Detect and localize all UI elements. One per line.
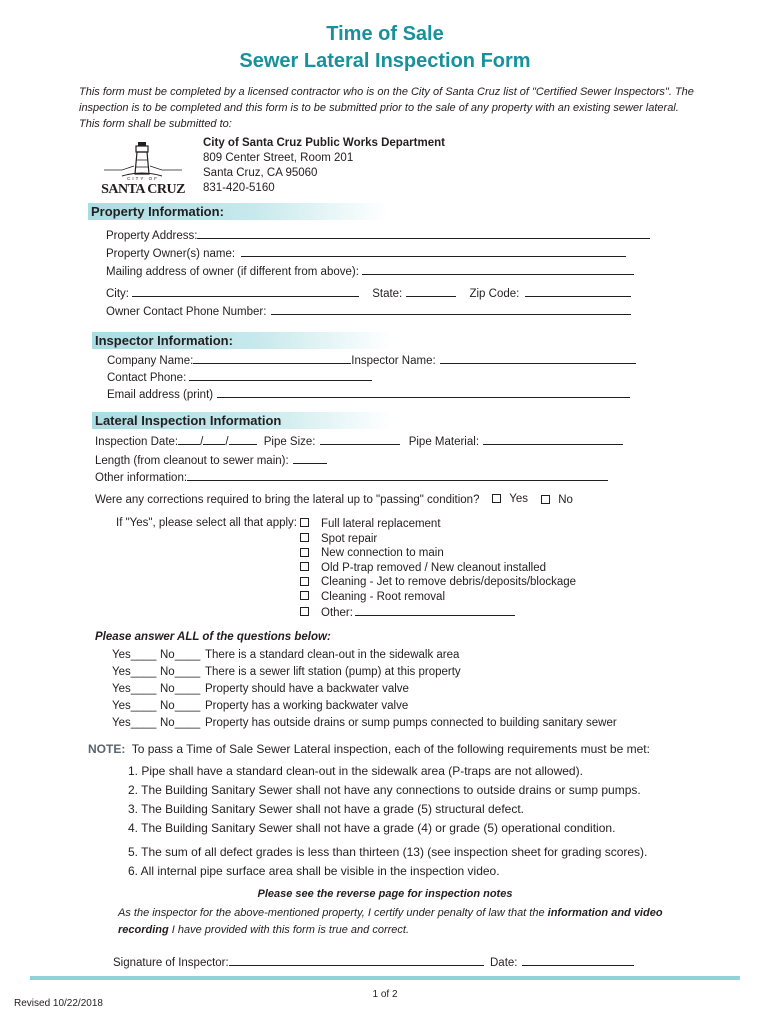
- question-row: [112, 647, 617, 664]
- option-other: [300, 605, 576, 620]
- corrections-question: Were any corrections required to bring the lateral up to "passing" condition?: [95, 494, 480, 506]
- question-text: There is a sewer lift station (pump) at this property: [205, 666, 461, 678]
- address-city: Santa Cruz, CA 95060: [203, 167, 318, 179]
- lateral-heading: Lateral Inspection Information: [95, 413, 282, 428]
- other-info-row: [95, 470, 608, 485]
- question-yes[interactable]: Yes____: [112, 700, 157, 712]
- question-text: Property has a working backwater valve: [205, 700, 409, 712]
- other-info-label: Other information:: [95, 472, 188, 484]
- corrections-yes-checkbox[interactable]: [492, 494, 501, 503]
- note-label: NOTE:: [88, 742, 126, 756]
- question-text: There is a standard clean-out in the sidewalk area: [205, 649, 460, 661]
- state-field[interactable]: [406, 286, 456, 297]
- property-address-field[interactable]: [197, 228, 650, 239]
- question-yes[interactable]: Yes____: [112, 649, 157, 661]
- inspector-name-field[interactable]: [440, 353, 636, 364]
- option-cleaning-root: [300, 590, 576, 605]
- inspector-section-header: [92, 332, 392, 349]
- state-label: State:: [372, 288, 403, 300]
- question-no[interactable]: No____: [160, 649, 201, 661]
- option-checkbox[interactable]: [300, 533, 309, 542]
- signature-date-field[interactable]: [522, 955, 634, 966]
- requirement-item: 1. Pipe shall have a standard clean-out in the sidewalk area (P-traps are not allowed).: [128, 764, 583, 778]
- pipe-material-label: Pipe Material:: [408, 436, 480, 448]
- footer-divider: [30, 976, 740, 980]
- property-owner-label: Property Owner(s) name:: [106, 248, 236, 260]
- inspector-heading: Inspector Information:: [95, 333, 233, 348]
- question-row: [112, 664, 617, 681]
- inspection-date-row: Inspection Date: / / Pipe Size: Pipe Material:: [95, 434, 623, 449]
- option-label: Cleaning - Root removal: [321, 590, 446, 603]
- owner-contact-field[interactable]: [271, 304, 631, 315]
- corrections-yes-label: Yes: [509, 493, 528, 505]
- question-row: [112, 681, 617, 698]
- contact-phone-row: [107, 370, 372, 385]
- contact-phone-label: Contact Phone:: [107, 372, 187, 384]
- logo-small-text: CITY OF: [127, 176, 159, 181]
- corrections-options: [300, 517, 576, 619]
- option-label: Full lateral replacement: [321, 518, 441, 530]
- requirement-item: 5. The sum of all defect grades is less than thirteen (13) (see inspection sheet for grading scores).: [128, 845, 648, 859]
- zip-field[interactable]: [525, 286, 631, 297]
- address-phone: 831-420-5160: [203, 182, 275, 194]
- pipe-material-field[interactable]: [483, 434, 623, 445]
- form-title-line2: Sewer Lateral Inspection Form: [239, 50, 531, 72]
- city-state-zip-row: [106, 286, 631, 301]
- property-address-row: [106, 228, 650, 243]
- signature-label: Signature of Inspector:: [113, 957, 229, 969]
- question-no[interactable]: No____: [160, 717, 201, 729]
- logo-name: SANTA CRUZ: [101, 182, 185, 197]
- company-label: Company Name:: [107, 355, 194, 367]
- option-other-field[interactable]: [355, 605, 515, 616]
- certify-pre: As the inspector for the above-mentioned property, I certify under penalty of law that the: [118, 907, 548, 919]
- option-checkbox[interactable]: [300, 591, 309, 600]
- email-label: Email address (print): [107, 389, 214, 401]
- lateral-section-header: [92, 412, 392, 429]
- length-field[interactable]: [293, 453, 327, 464]
- option-label: Old P-trap removed / New cleanout installed: [321, 561, 546, 574]
- note-row: [88, 742, 650, 756]
- company-field[interactable]: [193, 353, 351, 364]
- property-section-header: [88, 203, 388, 220]
- question-row: [112, 698, 617, 715]
- inspector-name-label: Inspector Name:: [351, 355, 436, 367]
- date-row: [490, 955, 634, 970]
- email-row: [107, 387, 630, 402]
- questions-heading: Please answer ALL of the questions below:: [95, 631, 331, 643]
- requirement-item: 3. The Building Sanitary Sewer shall not have a grade (5) structural defect.: [128, 802, 524, 816]
- questions-list: [112, 647, 617, 732]
- option-spot-repair: [300, 532, 576, 547]
- requirement-item: 4. The Building Sanitary Sewer shall not have a grade (4) or grade (5) operational condition.: [128, 821, 616, 835]
- page-number: 1 of 2: [372, 989, 398, 1000]
- option-label: New connection to main: [321, 547, 444, 560]
- signature-row: [113, 955, 484, 970]
- option-cleaning-jet: [300, 575, 576, 590]
- length-label: Length (from cleanout to sewer main):: [95, 455, 289, 467]
- signature-field[interactable]: [229, 955, 484, 966]
- signature-date-label: Date:: [490, 957, 518, 969]
- property-owner-row: [106, 246, 626, 261]
- other-info-field[interactable]: [187, 470, 608, 481]
- pipe-size-label: Pipe Size:: [263, 436, 316, 448]
- option-label: Spot repair: [321, 532, 378, 545]
- intro-text: This form must be completed by a licensed contractor who is on the City of Santa Cruz list of "Certified Sewer Inspectors". The inspection is to be completed and this form is to be submitted prior to the sale of any property with an existing sewer lateral. This form shall be submitted to:: [79, 86, 694, 130]
- corrections-no-label: No: [558, 494, 573, 506]
- owner-contact-label: Owner Contact Phone Number:: [106, 306, 267, 318]
- company-row: [107, 353, 636, 368]
- address-block: [203, 136, 445, 196]
- date-month-field[interactable]: [178, 434, 200, 445]
- reverse-page-note: Please see the reverse page for inspection notes: [257, 888, 513, 900]
- option-checkbox[interactable]: [300, 577, 309, 586]
- property-heading: Property Information:: [91, 204, 224, 219]
- contact-phone-field[interactable]: [189, 370, 372, 381]
- question-no[interactable]: No____: [160, 700, 201, 712]
- question-no[interactable]: No____: [160, 666, 201, 678]
- mailing-address-row: [106, 264, 634, 279]
- question-text: Property has outside drains or sump pumps connected to building sanitary sewer: [205, 717, 617, 729]
- question-yes[interactable]: Yes____: [112, 717, 157, 729]
- zip-label: Zip Code:: [469, 288, 520, 300]
- address-org: City of Santa Cruz Public Works Department: [203, 137, 445, 149]
- email-field[interactable]: [217, 387, 630, 398]
- option-new-connection: [300, 546, 576, 561]
- option-label: Cleaning - Jet to remove debris/deposits/blockage: [321, 576, 577, 589]
- mailing-address-field[interactable]: [362, 264, 634, 275]
- requirement-item: 2. The Building Sanitary Sewer shall not have any connections to outside drains or sump pumps.: [128, 783, 641, 797]
- property-address-label: Property Address:: [106, 230, 198, 242]
- option-ptrap-removed: [300, 561, 576, 576]
- date-year-field[interactable]: [229, 434, 257, 445]
- city-label: City:: [106, 288, 129, 300]
- certify-text: [118, 905, 678, 939]
- if-yes-label: If "Yes", please select all that apply:: [116, 517, 297, 529]
- address-street: 809 Center Street, Room 201: [203, 152, 354, 164]
- certify-post: I have provided with this form is true and correct.: [168, 924, 410, 936]
- option-checkbox[interactable]: [300, 548, 309, 557]
- certify-bold1: information and video: [547, 907, 663, 919]
- note-text: To pass a Time of Sale Sewer Lateral inspection, each of the following requirements must be met:: [131, 742, 650, 756]
- form-title-line1: Time of Sale: [326, 23, 444, 45]
- question-row: [112, 715, 617, 732]
- owner-contact-row: [106, 304, 631, 319]
- option-checkbox[interactable]: [300, 562, 309, 571]
- mailing-address-label: Mailing address of owner (if different from above):: [106, 266, 359, 278]
- corrections-no-checkbox[interactable]: [541, 495, 550, 504]
- certify-bold2: recording: [118, 924, 169, 936]
- property-owner-field[interactable]: [241, 246, 626, 257]
- option-label: Other:: [321, 606, 353, 619]
- question-yes[interactable]: Yes____: [112, 666, 157, 678]
- option-full-replacement: [300, 517, 576, 532]
- revised-date: Revised 10/22/2018: [14, 998, 103, 1009]
- corrections-no: [541, 493, 573, 507]
- corrections-yes: [492, 492, 528, 506]
- requirement-item: 6. All internal pipe surface area shall be visible in the inspection video.: [128, 864, 500, 878]
- option-checkbox[interactable]: [300, 607, 309, 616]
- length-row: [95, 453, 327, 468]
- santa-cruz-logo: [100, 140, 186, 198]
- city-field[interactable]: [132, 286, 359, 297]
- option-checkbox[interactable]: [300, 518, 309, 527]
- inspection-date-label: Inspection Date:: [95, 436, 179, 448]
- date-day-field[interactable]: [203, 434, 225, 445]
- question-yes[interactable]: Yes____: [112, 683, 157, 695]
- pipe-size-field[interactable]: [320, 434, 400, 445]
- question-no[interactable]: No____: [160, 683, 201, 695]
- question-text: Property should have a backwater valve: [205, 683, 409, 695]
